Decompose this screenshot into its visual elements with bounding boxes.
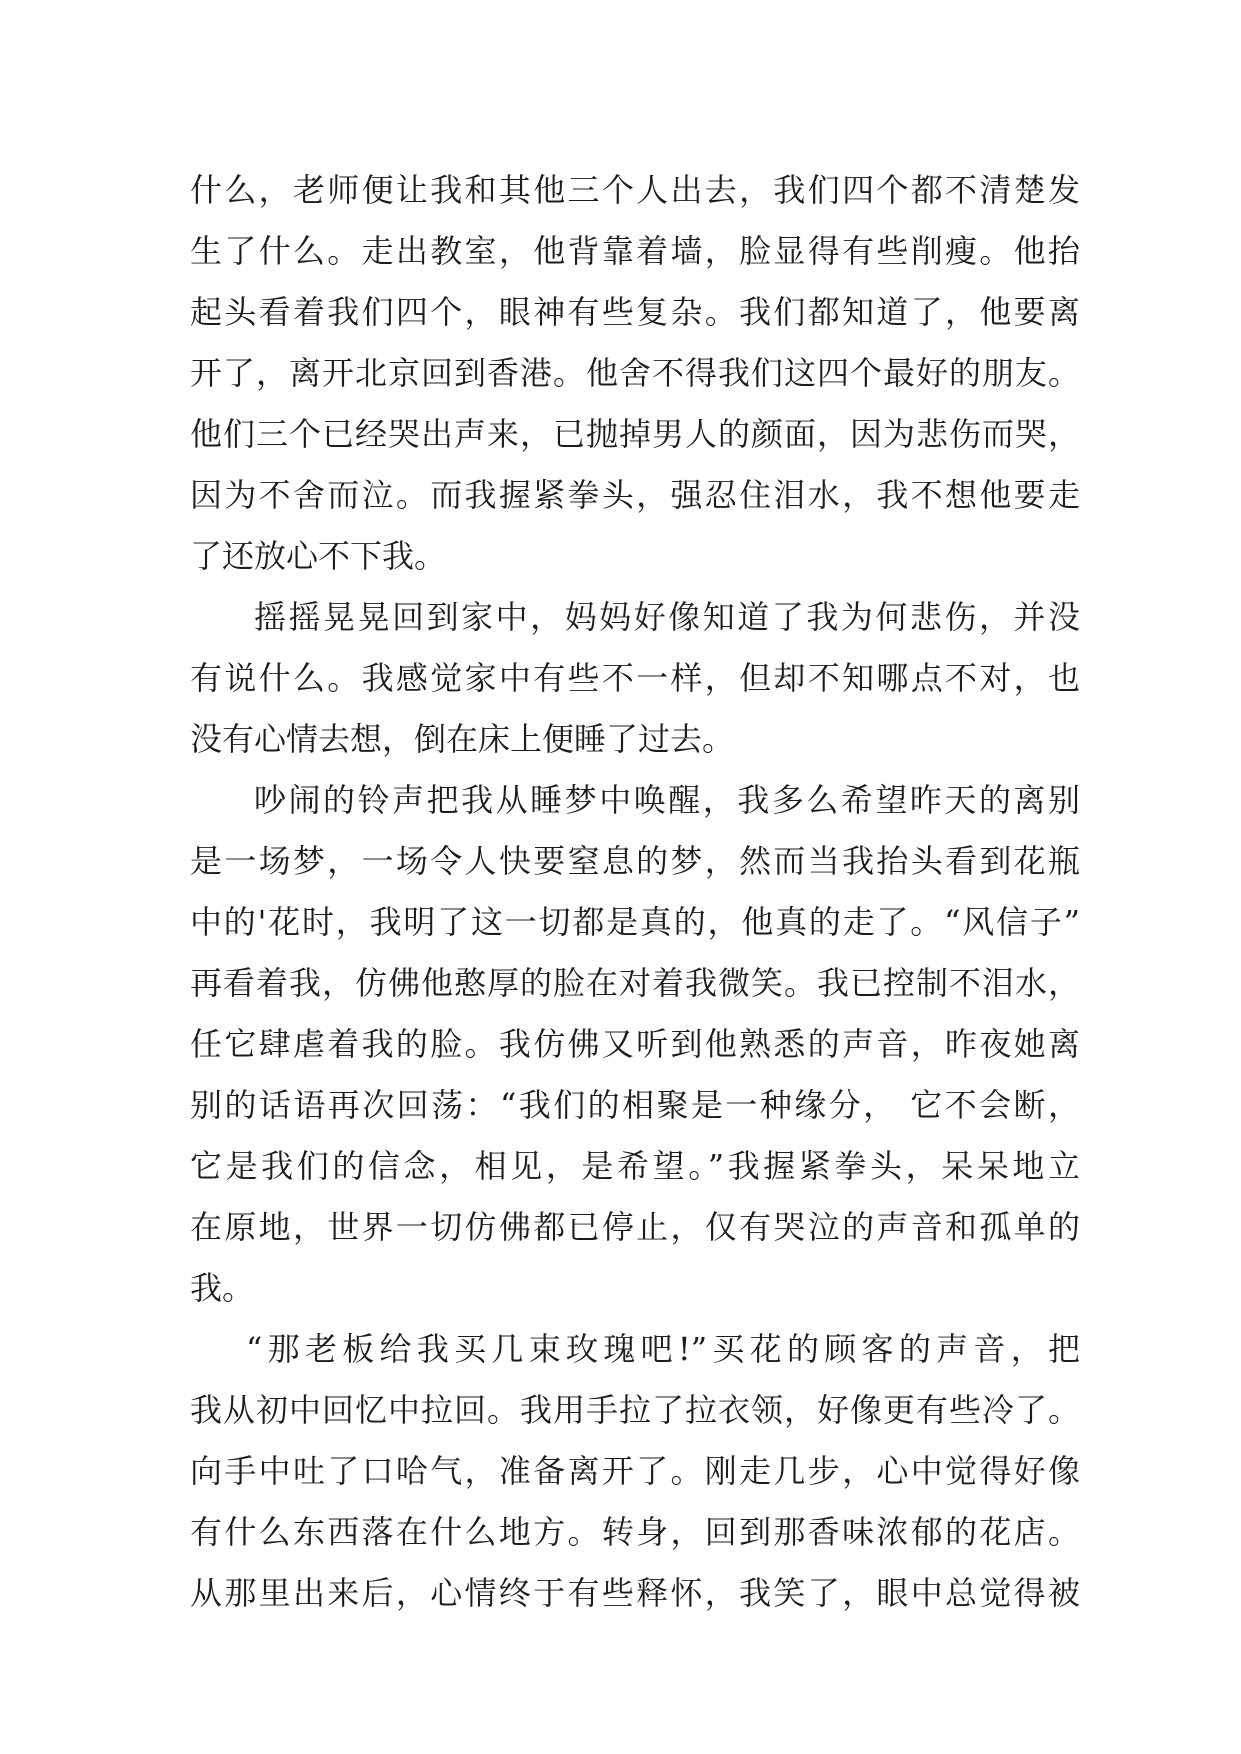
text-line: 没有心情去想，倒在床上便睡了过去。 <box>190 720 735 758</box>
text-line: 有什么东西落在什么地方。转身，回到那香味浓郁的花店。 <box>190 1513 1080 1551</box>
text-line: 他们三个已经哭出声来，已抛掉男人的颜面，因为悲伤而哭， <box>190 415 1080 453</box>
text-line: 别的话语再次回荡：“我们的相聚是一种缘分， 它不会断， <box>190 1086 1080 1124</box>
text-line: 什么，老师便让我和其他三个人出去，我们四个都不清楚发 <box>190 171 1080 209</box>
text-line: 我从初中回忆中拉回。我用手拉了拉衣领，好像更有些冷了。 <box>190 1391 1080 1429</box>
text-line: 它是我们的信念，相见，是希望。”我握紧拳头，呆呆地立 <box>190 1147 1080 1185</box>
text-line: 生了什么。走出教室，他背靠着墙，脸显得有些削瘦。他抬 <box>190 232 1080 270</box>
text-line: “那老板给我买几束玫瑰吧!”买花的顾客的声音，把 <box>246 1330 1080 1368</box>
text-line: 摇摇晃晃回到家中，妈妈好像知道了我为何悲伤，并没 <box>254 598 1080 636</box>
text-line: 了还放心不下我。 <box>190 537 447 575</box>
text-line: 我。 <box>190 1269 255 1307</box>
text-line: 吵闹的铃声把我从睡梦中唤醒，我多么希望昨天的离别 <box>254 781 1080 819</box>
text-line: 任它肆虐着我的脸。我仿佛又听到他熟悉的声音，昨夜她离 <box>190 1025 1080 1063</box>
text-line: 开了，离开北京回到香港。他舍不得我们这四个最好的朋友。 <box>190 354 1080 392</box>
text-line: 向手中吐了口哈气，准备离开了。刚走几步，心中觉得好像 <box>190 1452 1080 1490</box>
document-body <box>190 160 1080 1624</box>
text-line: 是一场梦，一场令人快要窒息的梦，然而当我抬头看到花瓶 <box>190 842 1080 880</box>
text-line: 因为不舍而泣。而我握紧拳头，强忍住泪水，我不想他要走 <box>190 476 1080 514</box>
text-line: 有说什么。我感觉家中有些不一样，但却不知哪点不对，也 <box>190 659 1080 697</box>
text-line: 起头看着我们四个，眼神有些复杂。我们都知道了，他要离 <box>190 293 1080 331</box>
text-line: 在原地，世界一切仿佛都已停止，仅有哭泣的声音和孤单的 <box>190 1208 1080 1246</box>
text-line: 从那里出来后，心情终于有些释怀，我笑了，眼中总觉得被 <box>190 1574 1080 1612</box>
text-line: 再看着我，仿佛他憨厚的脸在对着我微笑。我已控制不泪水， <box>190 964 1080 1002</box>
text-line: 中的'花时，我明了这一切都是真的，他真的走了。“风信子” <box>190 903 1080 941</box>
